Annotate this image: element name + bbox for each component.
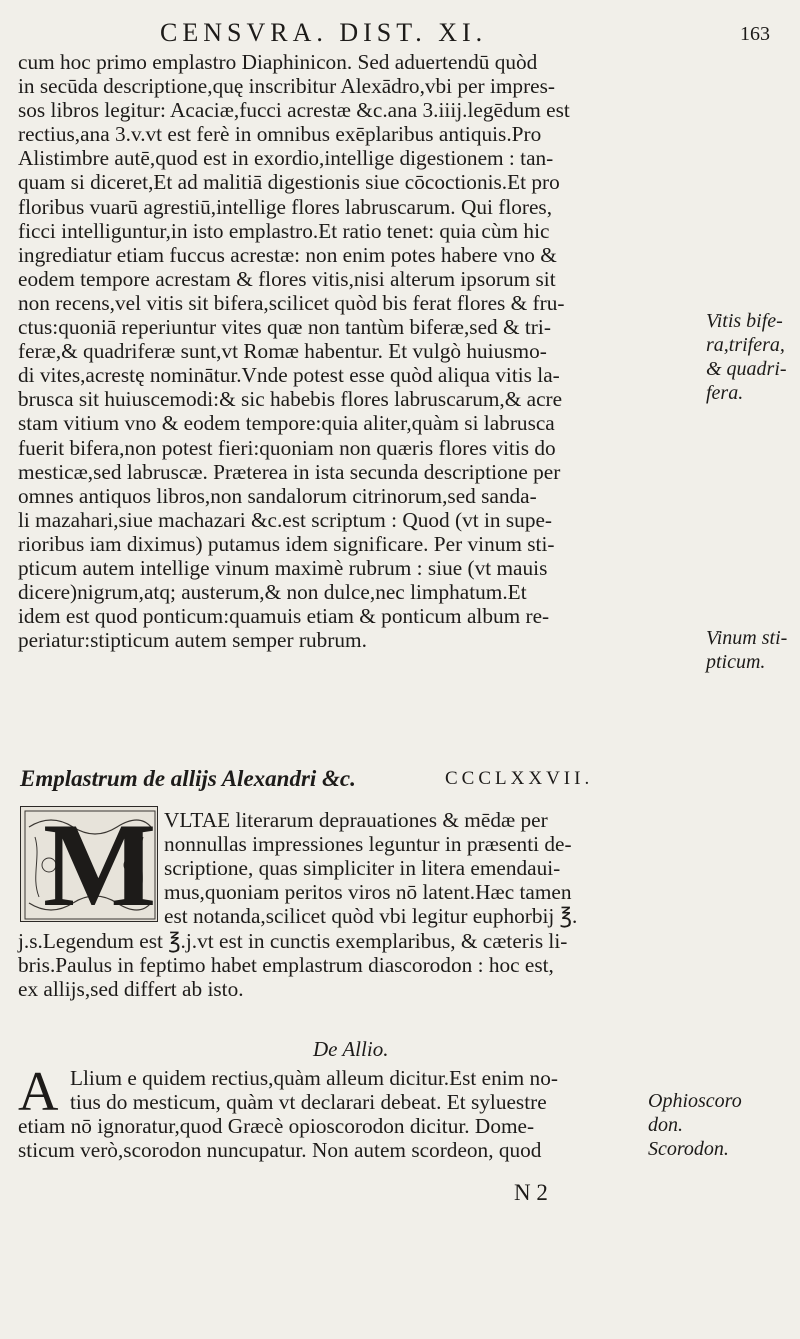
text-line: tius do mesticum, quàm vt declarari debeat. Et syluestre (70, 1090, 547, 1115)
text-line: rioribus iam diximus) putamus idem significare. Per vinum sti- (18, 531, 555, 556)
text-line: pticum autem intellige vinum maximè rubrum : siue (vt mauis (18, 555, 548, 580)
page-number: 163 (740, 23, 770, 45)
text-line: mus,quoniam peritos viros nō latent.Hæc tamen (164, 880, 572, 905)
text-line: rectius,ana 3.v.vt est ferè in omnibus exēplaribus antiquis.Pro (18, 122, 542, 147)
sub-heading: De Allio. (313, 1037, 389, 1061)
text-line: j.s.Legendum est ℥.j.vt est in cunctis exemplaribus, & cæteris li- (18, 929, 568, 953)
text-line: nonnullas impressiones leguntur in præsenti de- (164, 832, 572, 857)
paragraph (164, 808, 664, 928)
running-head (0, 14, 800, 48)
text-line: non recens,vel vitis sit bifera,scilicet quòd bis ferat flores & fru- (18, 290, 565, 315)
text-line: VLTAE literarum deprauationes & mēdæ per (164, 808, 548, 832)
text-line: etiam nō ignoratur,quod Græcè opioscorodon dicitur. Dome- (18, 1114, 535, 1138)
margin-note: don. (648, 1114, 683, 1136)
text-line: feræ,& quadriferæ sunt,vt Romæ habentur. Et vulgò huiusmo- (18, 339, 547, 364)
section-title: Emplastrum de allijs Alexandri &c. (20, 766, 356, 791)
signature-mark: N 2 (514, 1180, 548, 1205)
text-line: dicere)nigrum,atq; austerum,& non dulce,nec limphatum.Et (18, 580, 527, 605)
decorated-initial (20, 798, 158, 931)
running-title: CENSVRA. DIST. XI. (160, 18, 488, 47)
margin-note: Scorodon. (648, 1138, 729, 1160)
initial-letter: M (43, 798, 157, 931)
body-text (18, 50, 658, 652)
text-line: bris.Paulus in feptimo habet emplastrum diascorodon : hoc est, (18, 953, 554, 978)
text-line: est notanda,scilicet quòd vbi legitur euphorbij ℥. (164, 904, 578, 929)
text-line: mesticæ,sed labruscæ. Præterea in ista secunda descriptione per (18, 459, 561, 484)
text-line: ficci intelliguntur,in isto emplastro.Et ratio tenet: quia cùm hic (18, 218, 550, 243)
paragraph (70, 1066, 670, 1114)
text-line: sos libros legitur: Acaciæ,fucci acrestæ &c.ana 3.iiij.legēdum est (18, 98, 570, 123)
margin-note: fera. (706, 382, 744, 404)
margin-note: Ophioscoro (648, 1090, 742, 1112)
text-line: brusca sit huiuscemodi:& sic habebis flores labruscarum,& acre (18, 387, 563, 412)
text-line: ingrediatur etiam fuccus acrestæ: non enim potes habere vno & (18, 242, 557, 267)
text-line: periatur:stipticum autem semper rubrum. (18, 628, 367, 653)
section-number: CCCLXXVII. (445, 768, 594, 789)
text-line: scriptione, quas simpliciter in litera emendaui- (164, 856, 561, 881)
text-line: di vites,acrestę nominātur.Vnde potest esse quòd aliqua vitis la- (18, 363, 560, 388)
text-line: cum hoc primo emplastro Diaphinicon. Sed aduertendū quòd (18, 50, 538, 74)
margin-note: pticum. (706, 651, 766, 673)
text-line: in secūda descriptione,quę inscribitur Alexādro,vbi per impres- (18, 74, 555, 99)
text-line: Alistimbre autē,quod est in exordio,intellige digestionem : tan- (18, 146, 554, 171)
text-line: floribus vuarū agrestiū,intellige flores labruscarum. Qui flores, (18, 194, 553, 219)
text-line: ctus:quoniā reperiuntur vites quæ non tantùm biferæ,sed & tri- (18, 315, 551, 340)
text-line: fuerit bifera,non potest fieri:quoniam non quæris flores vitis do (18, 435, 556, 460)
text-line: li mazahari,siue machazari &c.est scriptum : Quod (vt in supe- (18, 507, 553, 532)
text-line: eodem tempore acrestam & flores vitis,nisi alterum ipsorum sit (18, 266, 556, 291)
text-line: omnes antiquos libros,non sandalorum citrinorum,sed sanda- (18, 483, 537, 508)
paragraph (18, 1114, 698, 1162)
text-line: ex allijs,sed differt ab isto. (18, 977, 244, 1002)
section-heading (20, 766, 780, 796)
text-line: stam vitium vno & eodem tempore:quia aliter,quàm si labrusca (18, 411, 555, 436)
margin-note: Vitis bife- (706, 310, 783, 332)
text-line: idem est quod ponticum:quamuis etiam & ponticum album re- (18, 604, 550, 629)
text-line: sticum verò,scorodon nuncupatur. Non autem scordeon, quod (18, 1138, 542, 1163)
text-line: quam si diceret,Et ad malitiā digestionis siue cōcoctionis.Et pro (18, 170, 560, 195)
initial-letter: A (18, 1061, 59, 1123)
paragraph (18, 929, 678, 1001)
margin-note: & quadri- (706, 358, 787, 380)
margin-note: Vinum sti- (706, 627, 788, 649)
margin-note: ra,trifera, (706, 334, 785, 356)
text-line: Llium e quidem rectius,quàm alleum dicitur.Est enim no- (70, 1066, 558, 1090)
